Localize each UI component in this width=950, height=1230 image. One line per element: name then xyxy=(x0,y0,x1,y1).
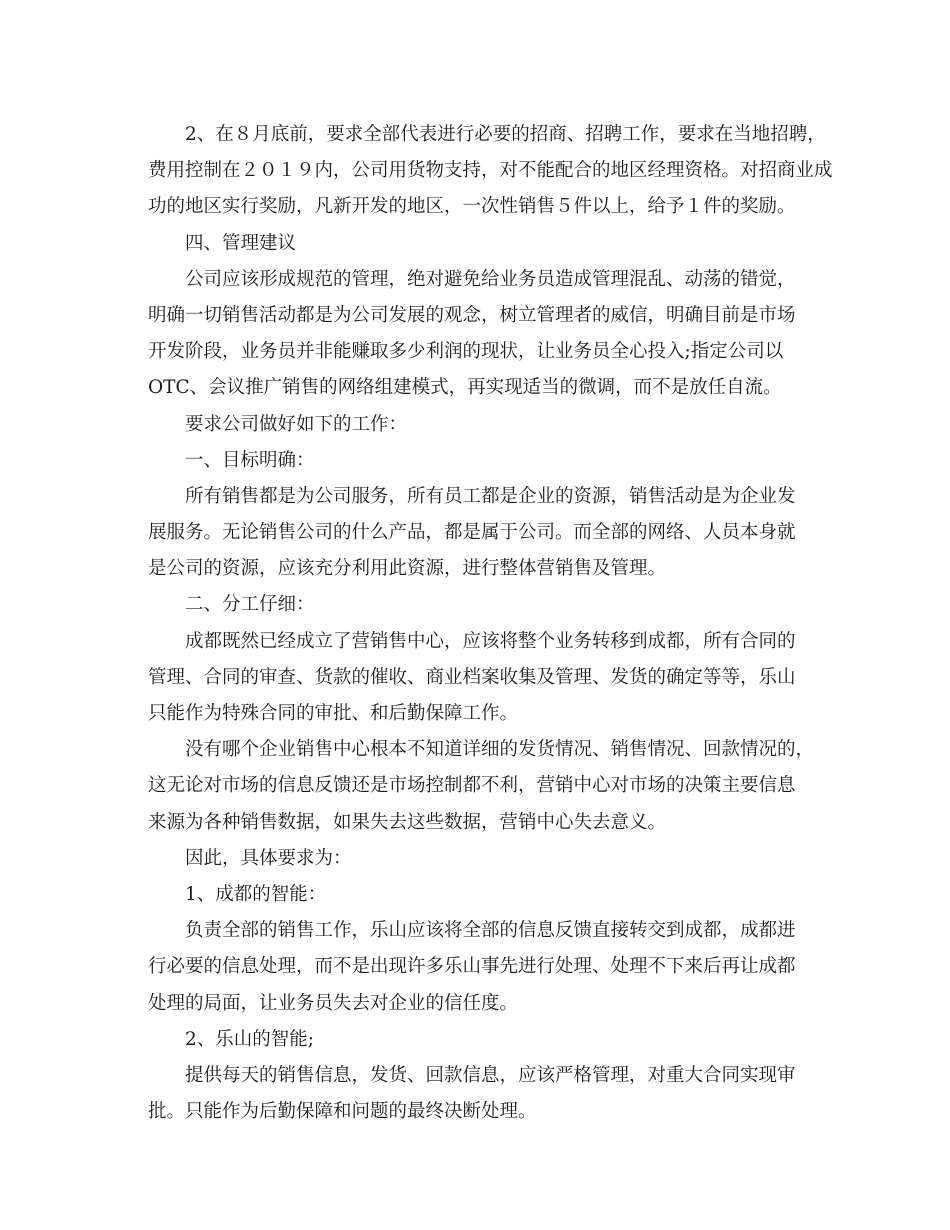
text-line: OTC、会议推广销售的网络组建模式，再实现适当的微调，而不是放任自流。 xyxy=(148,377,782,399)
text-line: 管理、合同的审查、货款的催收、商业档案收集及管理、发货的确定等等，乐山 xyxy=(148,666,796,688)
text-line: 要求公司做好如下的工作： xyxy=(185,413,408,435)
text-line: 这无论对市场的信息反馈还是市场控制都不利，营销中心对市场的决策主要信息 xyxy=(148,775,796,797)
text-line: 提供每天的销售信息，发货、回款信息，应该严格管理，对重大合同实现审 xyxy=(185,1064,796,1086)
text-line: 负责全部的销售工作，乐山应该将全部的信息反馈直接转交到成都，成都进 xyxy=(185,920,796,942)
text-line: 行必要的信息处理，而不是出现许多乐山事先进行处理、处理不下来后再让成都 xyxy=(148,956,796,978)
text-line: 2、在８月底前，要求全部代表进行必要的招商、招聘工作，要求在当地招聘， xyxy=(185,124,826,145)
text-line: 成都既然已经成立了营销售中心，应该将整个业务转移到成都，所有合同的 xyxy=(185,630,796,652)
text-line: 只能作为特殊合同的审批、和后勤保障工作。 xyxy=(148,703,519,724)
section-heading: 四、管理建议 xyxy=(185,232,297,254)
text-line: 公司应该形成规范的管理，绝对避免给业务员造成管理混乱、动荡的错觉， xyxy=(185,268,796,290)
section-heading: 一、目标明确： xyxy=(185,449,315,471)
text-line: 费用控制在２０１９内，公司用货物支持，对不能配合的地区经理资格。对招商业成 xyxy=(148,160,833,182)
section-heading: 2、乐山的智能; xyxy=(185,1028,315,1050)
text-line: 开发阶段，业务员并非能赚取多少利润的现状，让业务员全心投入;指定公司以 xyxy=(148,341,784,363)
text-line: 所有销售都是为公司服务，所有员工都是企业的资源，销售活动是为企业发 xyxy=(185,485,796,507)
section-heading: 二、分工仔细： xyxy=(185,594,315,616)
text-line: 没有哪个企业销售中心根本不知道详细的发货情况、销售情况、回款情况的， xyxy=(185,739,815,761)
text-line: 因此，具体要求为： xyxy=(185,847,352,869)
text-line: 功的地区实行奖励，凡新开发的地区，一次性销售５件以上，给予１件的奖励。 xyxy=(148,196,796,218)
section-heading: 1、成都的智能： xyxy=(185,883,327,905)
document-body xyxy=(148,117,833,1130)
text-line: 是公司的资源，应该充分利用此资源，进行整体营销售及管理。 xyxy=(148,558,667,580)
text-line: 批。只能作为后勤保障和问题的最终决断处理。 xyxy=(148,1101,537,1123)
text-line: 处理的局面，让业务员失去对企业的信任度。 xyxy=(148,992,519,1014)
text-line: 展服务。无论销售公司的什么产品，都是属于公司。而全部的网络、人员本身就 xyxy=(148,522,796,544)
text-line: 明确一切销售活动都是为公司发展的观念，树立管理者的威信，明确目前是市场 xyxy=(148,304,796,326)
text-line: 来源为各种销售数据，如果失去这些数据，营销中心失去意义。 xyxy=(148,811,667,833)
